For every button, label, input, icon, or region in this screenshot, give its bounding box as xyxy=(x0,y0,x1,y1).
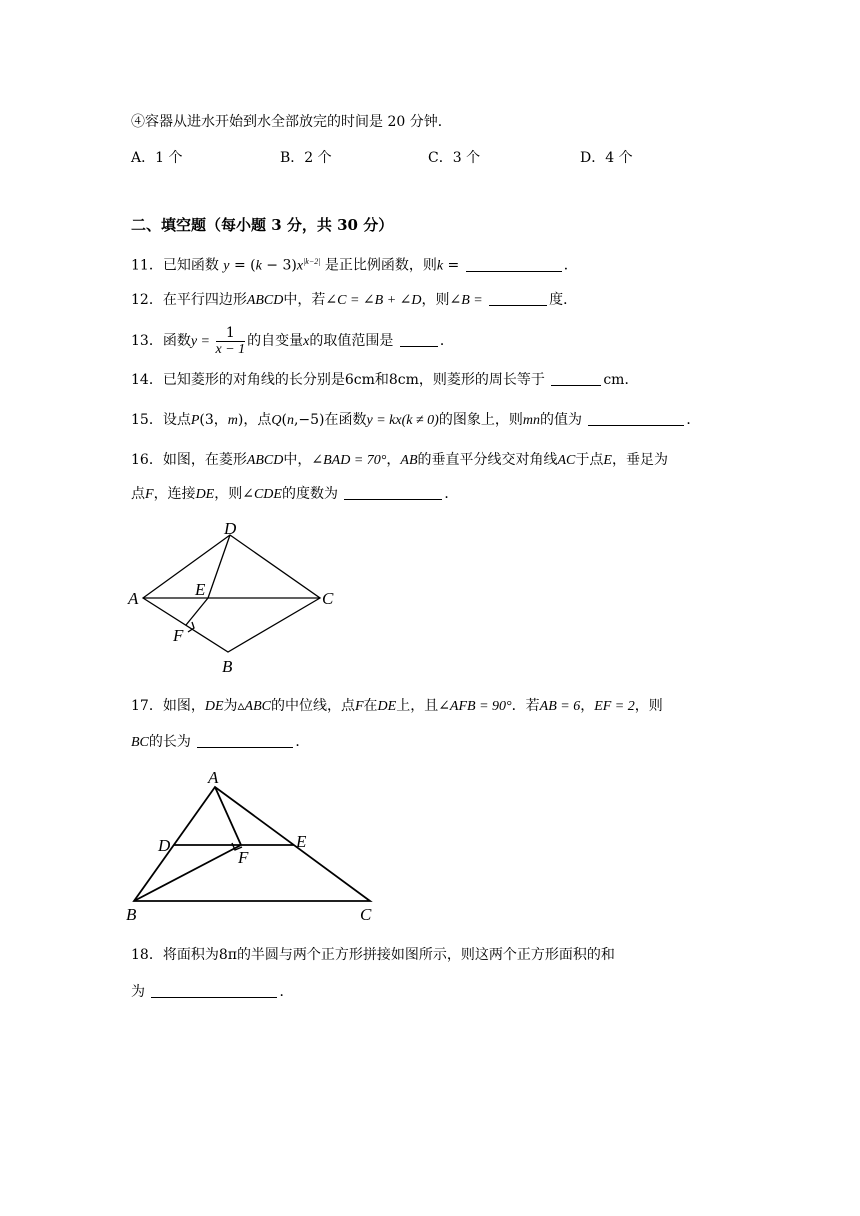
answer-blank-14[interactable] xyxy=(551,371,601,386)
choice-b[interactable]: B．2 个 xyxy=(280,150,332,166)
section-title: 二、填空题（每小题 3 分，共 30 分） xyxy=(131,216,394,234)
point-label-b: B xyxy=(222,657,233,676)
rhombus-figure xyxy=(120,515,350,680)
point-label-c: C xyxy=(322,589,334,608)
answer-blank-18[interactable] xyxy=(151,983,277,998)
answer-blank-11[interactable] xyxy=(466,257,562,272)
answer-blank-12[interactable] xyxy=(489,291,547,306)
question-12: 12．在平行四边形ABCD中，若∠C = ∠B + ∠D，则∠B = 度． xyxy=(131,292,578,308)
choice-a[interactable]: A．1 个 xyxy=(131,150,183,166)
point-label-e: E xyxy=(296,832,307,851)
point-label-d: D xyxy=(158,836,171,855)
question-14: 14．已知菱形的对角线的长分别是6cm和8cm，则菱形的周长等于 cm． xyxy=(131,372,639,388)
fraction: $\frac{1}{x - 1}$ xyxy=(215,324,246,357)
point-label-c: C xyxy=(360,905,372,924)
question-18-line2: 为 ． xyxy=(131,984,294,1000)
answer-blank-15[interactable] xyxy=(588,411,684,426)
question-15: 15．设点P(3，m)，点Q(n,−5)在函数y = kx(k ≠ 0)的图象上，则mn的值为 ． xyxy=(131,412,701,428)
triangle-figure xyxy=(120,765,390,925)
point-label-a: A xyxy=(128,589,139,608)
question-16-line2: 点F，连接DE，则∠CDE的度数为 ． xyxy=(131,486,459,502)
question-17-line2: BC的长为 ． xyxy=(131,734,310,750)
point-label-d: D xyxy=(224,519,237,538)
choice-c[interactable]: C．3 个 xyxy=(428,150,481,166)
statement-4: ④容器从进水开始到水全部放完的时间是 20 分钟． xyxy=(131,114,452,130)
question-17: 17．如图，DE为▵ABC的中位线，点F在DE上，且∠AFB = 90°．若AB = 6，EF = 2，则 xyxy=(131,698,663,714)
question-18: 18．将面积为8π的半圆与两个正方形拼接如图所示，则这两个正方形面积的和 xyxy=(131,947,615,963)
answer-blank-17[interactable] xyxy=(197,733,293,748)
point-label-e: E xyxy=(195,580,206,599)
point-label-a: A xyxy=(208,768,219,787)
point-label-b: B xyxy=(126,905,137,924)
question-16: 16．如图，在菱形ABCD中，∠BAD = 70°，AB的垂直平分线交对角线AC于点E，垂足为 xyxy=(131,452,668,468)
question-13: 13．函数y = $\frac{1}{x - 1}$ 的自变量x的取值范围是 ． xyxy=(131,324,454,357)
choice-d[interactable]: D．4 个 xyxy=(580,150,633,166)
point-label-f: F xyxy=(238,848,249,867)
answer-blank-16[interactable] xyxy=(344,485,442,500)
question-11: 11．已知函数 $y = (k - 3)x^{|k-2|}$ 是正比例函数，则k = ． xyxy=(131,257,578,274)
answer-blank-13[interactable] xyxy=(400,332,438,347)
point-label-f: F xyxy=(173,626,184,645)
